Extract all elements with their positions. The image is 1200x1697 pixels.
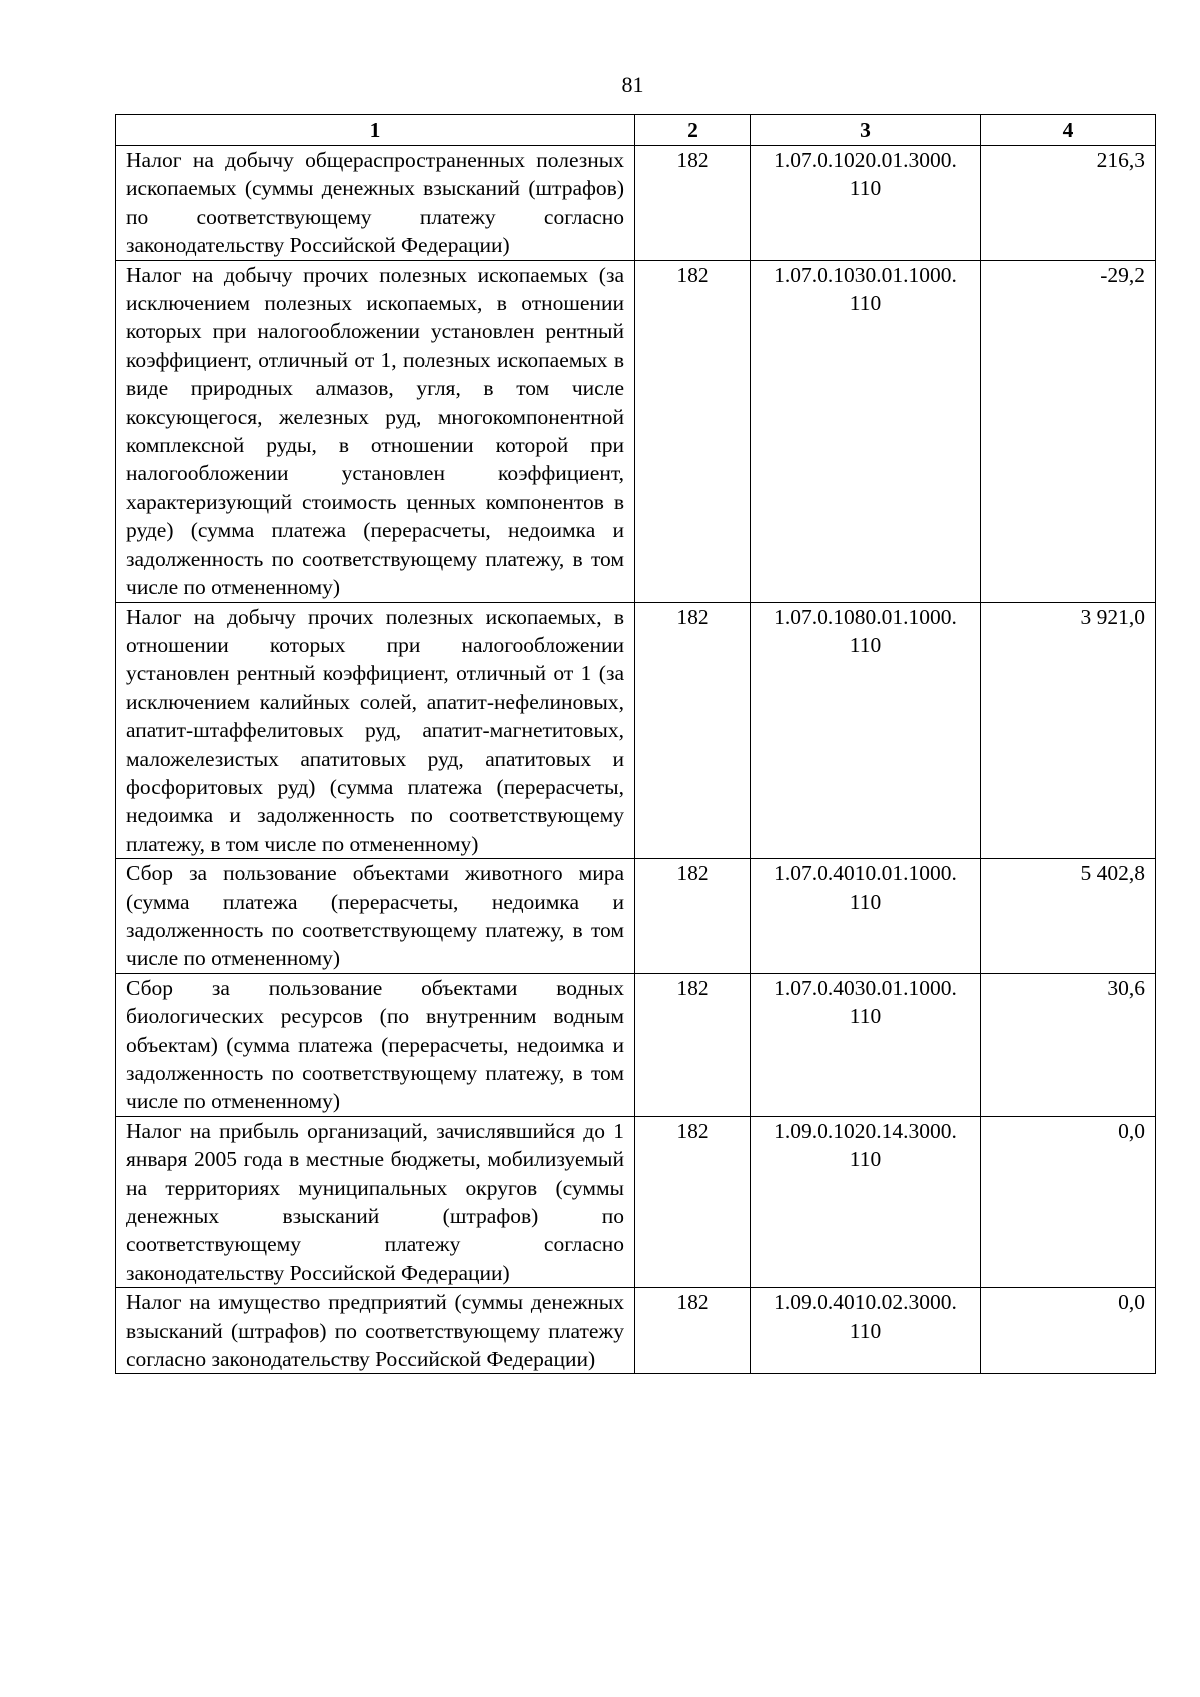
column-header-amount: 4 bbox=[981, 115, 1156, 146]
revenue-name-cell: Налог на добычу прочих полезных ископаемых, в отношении которых при налогообложении установлен рентный коэффициент, отличный от 1 (за исключением калийных солей, апатит-нефелиновых, апатит-штаффелитовых руд, апатит-магнетитовых, маложелезистых апатитовых руд, апатитовых и фосфоритовых руд) (сумма платежа (перерасчеты, недоимка и задолженность по соответствующему платежу, в том числе по отмененному) bbox=[116, 602, 635, 859]
admin-code-cell: 182 bbox=[635, 260, 751, 602]
table-row bbox=[116, 859, 1156, 974]
amount-cell: 216,3 bbox=[981, 146, 1156, 261]
table-row bbox=[116, 973, 1156, 1116]
column-header-code: 3 bbox=[751, 115, 981, 146]
revenue-name-cell: Сбор за пользование объектами водных биологических ресурсов (по внутренним водным объектам) (сумма платежа (перерасчеты, недоимка и задолженность по соответствующему платежу, в том числе по отмененному) bbox=[116, 973, 635, 1116]
amount-cell: 0,0 bbox=[981, 1288, 1156, 1374]
column-header-name: 1 bbox=[116, 115, 635, 146]
classification-code-cell: 1.07.0.1030.01.1000. 110 bbox=[751, 260, 981, 602]
admin-code-cell: 182 bbox=[635, 146, 751, 261]
admin-code-cell: 182 bbox=[635, 973, 751, 1116]
classification-code-cell: 1.07.0.1080.01.1000. 110 bbox=[751, 602, 981, 859]
admin-code-cell: 182 bbox=[635, 1288, 751, 1374]
classification-code-cell: 1.07.0.4030.01.1000. 110 bbox=[751, 973, 981, 1116]
table-row bbox=[116, 602, 1156, 859]
revenue-name-cell: Налог на прибыль организаций, зачислявшийся до 1 января 2005 года в местные бюджеты, мобилизуемый на территориях муниципальных округов (суммы денежных взысканий (штрафов) по соответствующему платежу согласно законодательству Российской Федерации) bbox=[116, 1116, 635, 1287]
revenue-name-cell: Сбор за пользование объектами животного мира (сумма платежа (перерасчеты, недоимка и задолженность по соответствующему платежу, в том числе по отмененному) bbox=[116, 859, 635, 974]
table-row bbox=[116, 260, 1156, 602]
classification-code-cell: 1.07.0.1020.01.3000. 110 bbox=[751, 146, 981, 261]
table-row bbox=[116, 1288, 1156, 1374]
page-number: 81 bbox=[621, 72, 644, 97]
revenue-name-cell: Налог на имущество предприятий (суммы денежных взысканий (штрафов) по соответствующему платежу согласно законодательству Российской Федерации) bbox=[116, 1288, 635, 1374]
classification-code-cell: 1.07.0.4010.01.1000. 110 bbox=[751, 859, 981, 974]
amount-cell: -29,2 bbox=[981, 260, 1156, 602]
budget-revenue-table bbox=[115, 114, 1156, 1374]
table-row bbox=[116, 1116, 1156, 1287]
admin-code-cell: 182 bbox=[635, 1116, 751, 1287]
column-header-admin: 2 bbox=[635, 115, 751, 146]
classification-code-cell: 1.09.0.4010.02.3000. 110 bbox=[751, 1288, 981, 1374]
amount-cell: 3 921,0 bbox=[981, 602, 1156, 859]
amount-cell: 30,6 bbox=[981, 973, 1156, 1116]
revenue-name-cell: Налог на добычу общераспространенных полезных ископаемых (суммы денежных взысканий (штрафов) по соответствующему платежу согласно законодательству Российской Федерации) bbox=[116, 146, 635, 261]
classification-code-cell: 1.09.0.1020.14.3000. 110 bbox=[751, 1116, 981, 1287]
table-header-row bbox=[116, 115, 1156, 146]
admin-code-cell: 182 bbox=[635, 859, 751, 974]
amount-cell: 5 402,8 bbox=[981, 859, 1156, 974]
table-row bbox=[116, 146, 1156, 261]
amount-cell: 0,0 bbox=[981, 1116, 1156, 1287]
admin-code-cell: 182 bbox=[635, 602, 751, 859]
revenue-name-cell: Налог на добычу прочих полезных ископаемых (за исключением полезных ископаемых, в отношении которых при налогообложении установлен рентный коэффициент, отличный от 1, полезных ископаемых в виде природных алмазов, угля, в том числе коксующегося, железных руд, многокомпонентной комплексной руды, в отношении которой при налогообложении установлен коэффициент, характеризующий стоимость ценных компонентов в руде) (сумма платежа (перерасчеты, недоимка и задолженность по соответствующему платежу, в том числе по отмененному) bbox=[116, 260, 635, 602]
